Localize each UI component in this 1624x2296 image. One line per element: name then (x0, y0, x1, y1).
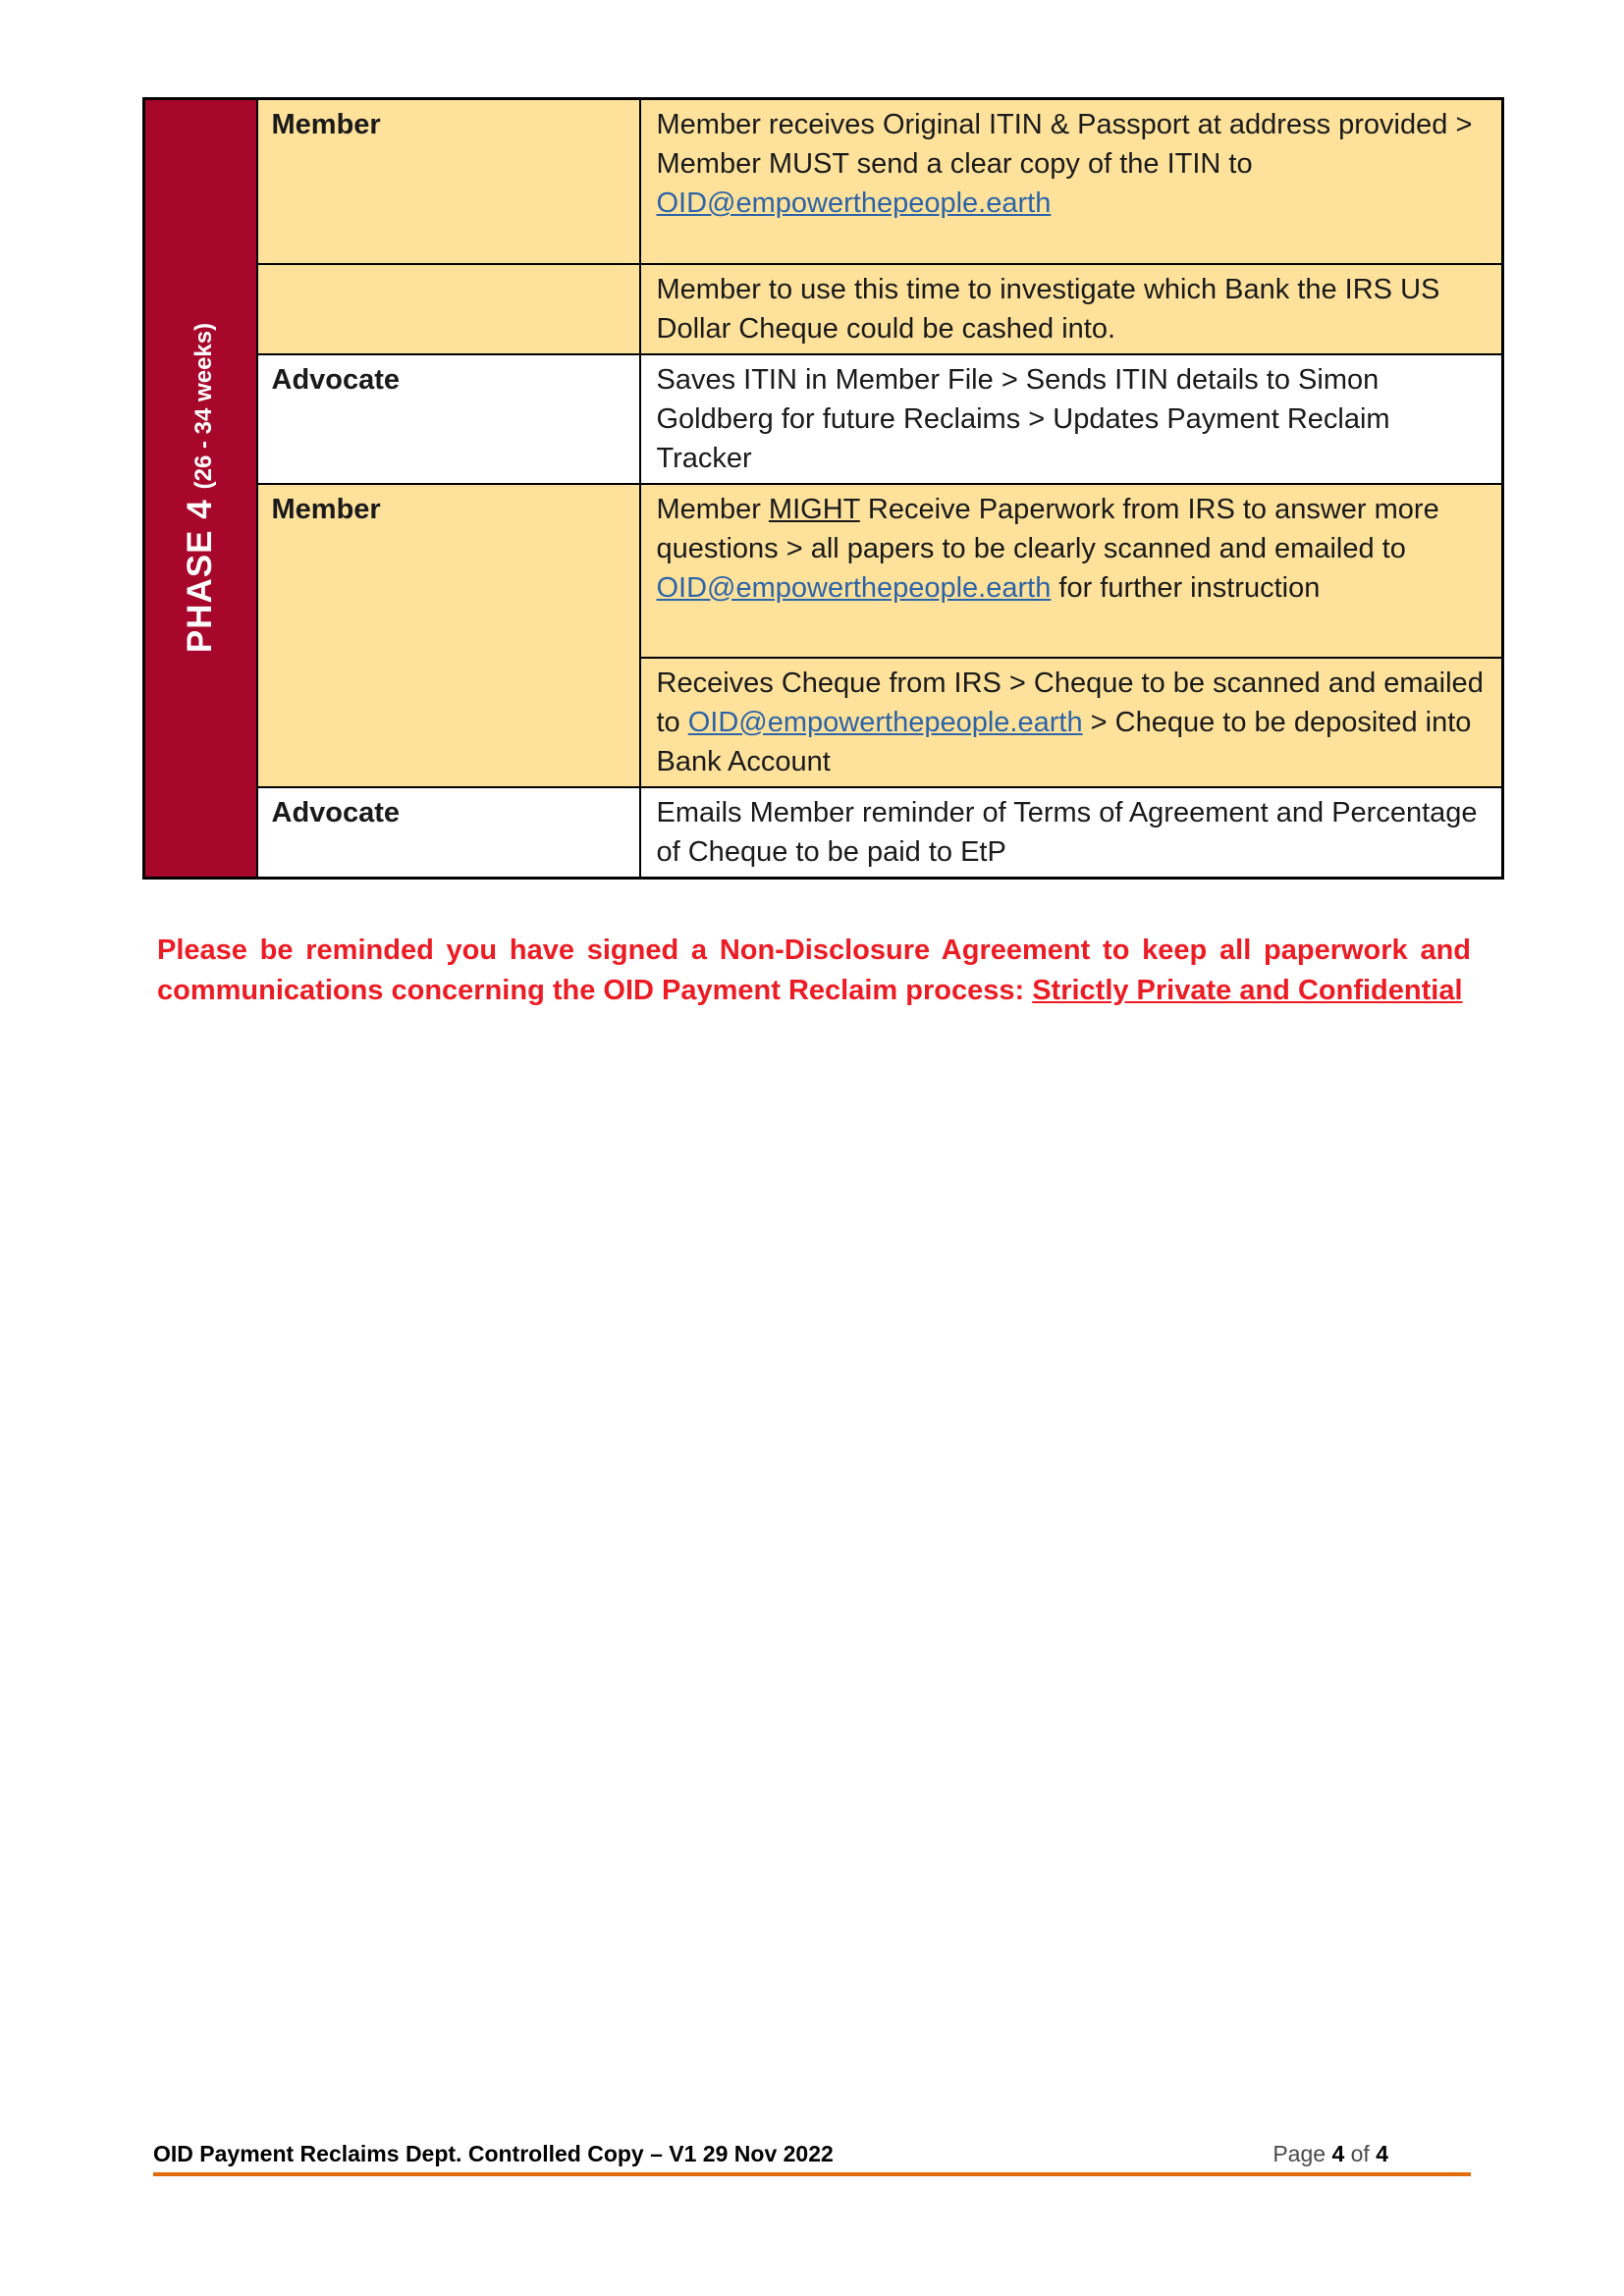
footer-page-word: Page (1272, 2141, 1332, 2166)
actor-cell-empty (257, 264, 640, 354)
footer-of-word: of (1344, 2141, 1377, 2166)
text-segment: Saves ITIN in Member File > Sends ITIN details to Simon Goldberg for future Reclaims > Updates Payment Reclaim Tracker (656, 363, 1390, 474)
phase-title: PHASE 4 (181, 499, 220, 654)
notice-line-2 (157, 971, 1471, 1011)
footer-orange-rule (153, 2172, 1471, 2176)
text-segment: Receives Cheque from IRS > Cheque to be scanned and emailed to (656, 667, 1484, 738)
footer-page-total: 4 (1376, 2141, 1388, 2166)
description-cell-4 (640, 484, 1503, 658)
notice-line-2-text: communications concerning the OID Payment Reclaim process: (157, 975, 1033, 1006)
phase-label (181, 323, 220, 653)
text-segment: Member (656, 493, 769, 525)
actor-cell-member-1: Member (257, 99, 640, 264)
text-segment: Member to use this time to investigate which Bank the IRS US Dollar Cheque could be cashed into. (656, 273, 1440, 345)
text-segment: for further instruction (1051, 571, 1321, 604)
footer-page-current: 4 (1331, 2141, 1345, 2166)
description-cell-1 (640, 99, 1503, 264)
email-link[interactable]: OID@empowerthepeople.earth (687, 706, 1083, 738)
email-link[interactable]: OID@empowerthepeople.earth (656, 571, 1052, 604)
description-cell-3 (640, 354, 1503, 484)
email-link[interactable]: OID@empowerthepeople.earth (656, 187, 1052, 219)
notice-line-1: Please be reminded you have signed a Non-Disclosure Agreement to keep all paperwork and (157, 934, 1471, 966)
description-cell-2 (640, 264, 1503, 354)
description-cell-5 (640, 658, 1503, 787)
text-segment: Member receives Original ITIN & Passport at address provided > Member MUST send a clear copy of the ITIN to (656, 109, 1473, 180)
page-footer (153, 2141, 1471, 2176)
phase4-process-table (142, 97, 1504, 880)
actor-cell-member-2: Member (257, 484, 640, 787)
phase-sidebar (144, 99, 257, 879)
text-segment: > Cheque to be deposited into Bank Account (656, 706, 1472, 777)
notice-confidential-phrase: Strictly Private and Confidential (1032, 975, 1463, 1006)
footer-page-number (1272, 2141, 1471, 2167)
description-cell-6 (640, 787, 1503, 879)
text-segment: Receive Paperwork from IRS to answer more questions > all papers to be clearly scanned and emailed to (656, 493, 1439, 564)
underlined-text: MIGHT (768, 493, 860, 525)
footer-document-title: OID Payment Reclaims Dept. Controlled Copy – V1 29 Nov 2022 (153, 2141, 834, 2166)
actor-cell-advocate-1: Advocate (257, 354, 640, 484)
nda-confidentiality-notice (157, 931, 1471, 1011)
text-segment: Emails Member reminder of Terms of Agreement and Percentage of Cheque to be paid to EtP (656, 796, 1478, 868)
actor-cell-advocate-2: Advocate (257, 787, 640, 879)
phase-duration: (26 - 34 weeks) (190, 323, 218, 490)
